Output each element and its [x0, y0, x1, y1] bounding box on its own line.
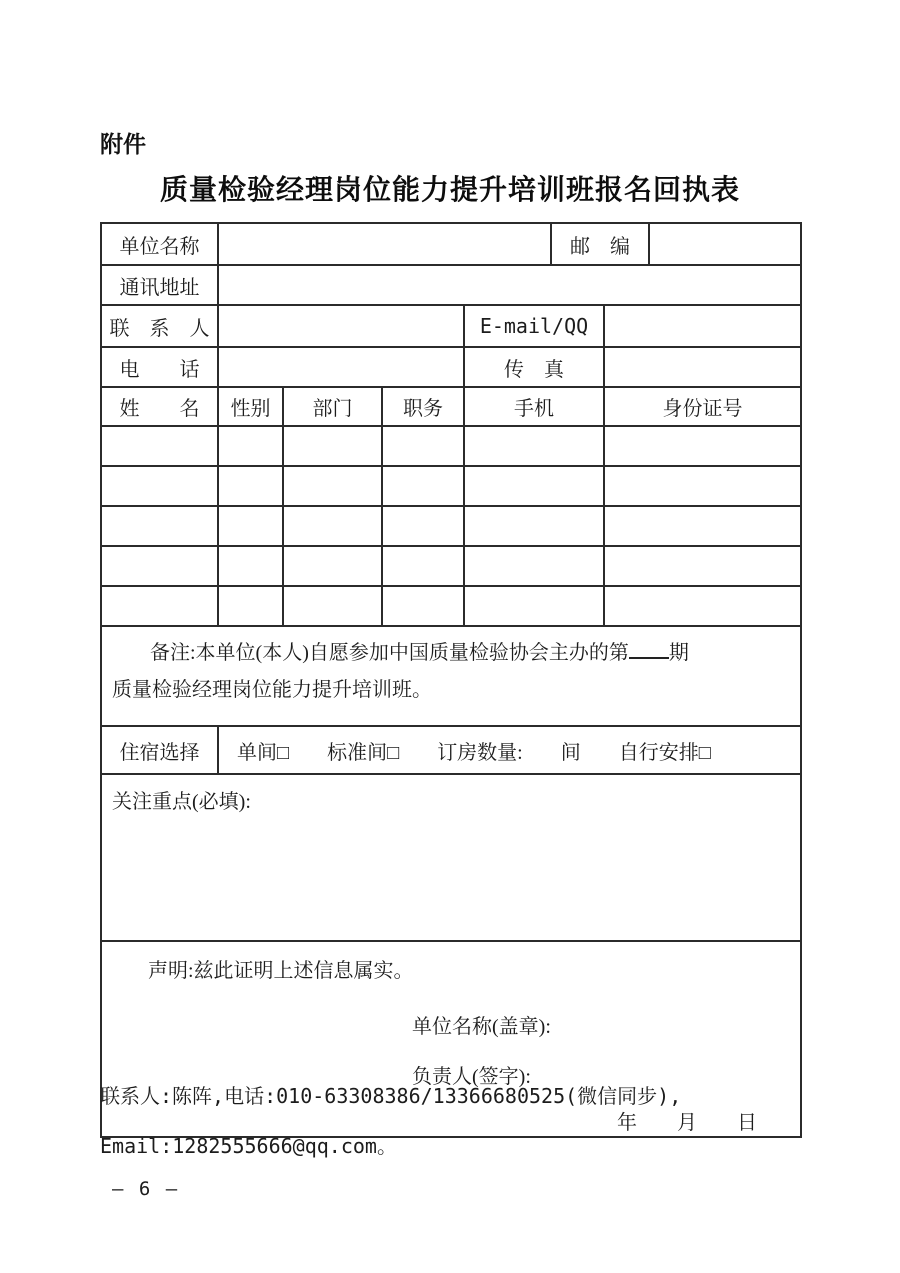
email-qq-label: E-mail/QQ — [464, 305, 604, 347]
remark-text-suffix: 期 — [668, 642, 689, 664]
attendee-header-row — [101, 387, 801, 426]
table-row — [101, 347, 801, 387]
signer-line: 负责人(签字): — [412, 1066, 531, 1088]
attendee-name-cell — [101, 506, 218, 546]
attendee-position-cell — [382, 546, 464, 586]
attendee-name-cell — [101, 586, 218, 626]
attendee-name-cell — [101, 546, 218, 586]
attendee-id-cell — [604, 546, 801, 586]
fax-label: 传 真 — [464, 347, 604, 387]
attendee-id-cell — [604, 586, 801, 626]
remark-cell — [101, 626, 801, 726]
registration-table — [100, 222, 802, 1138]
attendee-gender-cell — [218, 506, 283, 546]
header-gender: 性别 — [218, 387, 283, 426]
header-position: 职务 — [382, 387, 464, 426]
attendee-row — [101, 466, 801, 506]
attachment-label: 附件 — [100, 131, 146, 157]
attendee-department-cell — [283, 546, 382, 586]
focus-label: 关注重点(必填): — [112, 791, 251, 813]
address-label: 通讯地址 — [101, 265, 218, 305]
booking-count-label: 订房数量: — [437, 741, 523, 764]
header-id-number: 身份证号 — [604, 387, 801, 426]
attendee-name-cell — [101, 426, 218, 466]
page-number: — 6 — — [112, 1178, 180, 1200]
attendee-row — [101, 426, 801, 466]
header-mobile: 手机 — [464, 387, 604, 426]
phone-label: 电 话 — [101, 347, 218, 387]
fax-value-cell — [604, 347, 801, 387]
attendee-department-cell — [283, 466, 382, 506]
attendee-name-cell — [101, 466, 218, 506]
footer-contact-line: 联系人:陈阵,电话:010-63308386/13366680525(微信同步), — [100, 1084, 682, 1108]
contact-person-value-cell — [218, 305, 464, 347]
attendee-mobile-cell — [464, 466, 604, 506]
attendee-row — [101, 506, 801, 546]
attendee-gender-cell — [218, 466, 283, 506]
attendee-id-cell — [604, 506, 801, 546]
attendee-mobile-cell — [464, 506, 604, 546]
attendee-department-cell — [283, 426, 382, 466]
attendee-mobile-cell — [464, 426, 604, 466]
page-title: 质量检验经理岗位能力提升培训班报名回执表 — [159, 174, 740, 205]
table-row — [101, 305, 801, 347]
remark-line2: 质量检验经理岗位能力提升培训班。 — [112, 679, 432, 701]
phone-value-cell — [218, 347, 464, 387]
email-qq-value-cell — [604, 305, 801, 347]
standard-room-option: 标准间□ — [327, 741, 400, 764]
header-department: 部门 — [283, 387, 382, 426]
attendee-id-cell — [604, 426, 801, 466]
unit-name-value-cell — [218, 223, 551, 265]
footer-email-line: Email:1282555666@qq.com。 — [100, 1134, 397, 1158]
unit-name-label: 单位名称 — [101, 223, 218, 265]
attendee-mobile-cell — [464, 546, 604, 586]
accommodation-row — [101, 726, 801, 774]
table-row — [101, 223, 801, 265]
postal-code-label: 邮 编 — [551, 223, 649, 265]
attendee-position-cell — [382, 586, 464, 626]
attendee-position-cell — [382, 426, 464, 466]
remark-row — [101, 626, 801, 726]
attendee-row — [101, 546, 801, 586]
attendee-gender-cell — [218, 426, 283, 466]
remark-text-prefix: 备注:本单位(本人)自愿参加中国质量检验协会主办的第 — [150, 642, 629, 664]
attendee-department-cell — [283, 586, 382, 626]
attendee-position-cell — [382, 506, 464, 546]
unit-seal-line: 单位名称(盖章): — [412, 1016, 551, 1038]
remark-line1 — [112, 633, 790, 672]
attendee-id-cell — [604, 466, 801, 506]
focus-cell — [101, 774, 801, 941]
attendee-row — [101, 586, 801, 626]
header-name: 姓 名 — [101, 387, 218, 426]
attendee-department-cell — [283, 506, 382, 546]
attendee-gender-cell — [218, 586, 283, 626]
declaration-statement: 声明:兹此证明上述信息属实。 — [148, 960, 414, 982]
postal-code-value-cell — [649, 223, 801, 265]
table-row — [101, 265, 801, 305]
contact-person-label: 联 系 人 — [101, 305, 218, 347]
date-line: 年 月 日 — [617, 1112, 757, 1134]
accommodation-options-cell — [218, 726, 801, 774]
address-value-cell — [218, 265, 801, 305]
accommodation-label: 住宿选择 — [101, 726, 218, 774]
focus-row — [101, 774, 801, 941]
session-number-blank — [629, 633, 669, 659]
attendee-position-cell — [382, 466, 464, 506]
attendee-gender-cell — [218, 546, 283, 586]
room-unit-label: 间 — [560, 741, 581, 764]
single-room-option: 单间□ — [237, 741, 290, 764]
self-arrange-option: 自行安排□ — [618, 741, 711, 764]
attendee-mobile-cell — [464, 586, 604, 626]
